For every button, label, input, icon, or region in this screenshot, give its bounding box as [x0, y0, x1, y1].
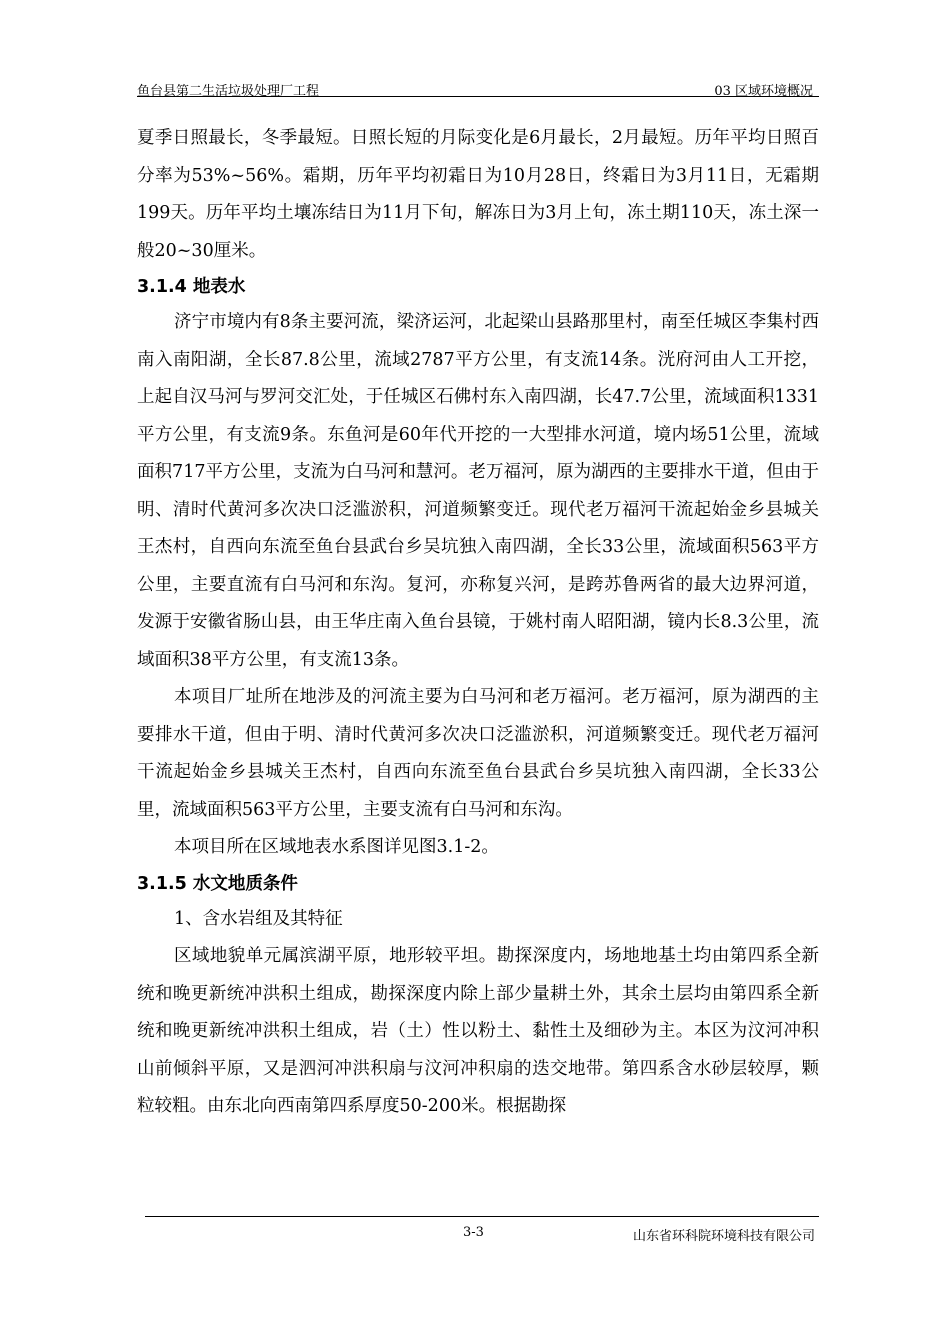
page-number: 3-3: [463, 1225, 484, 1240]
footer-company: 山东省环科院环境科技有限公司: [632, 1229, 815, 1244]
page-body: [137, 120, 819, 1126]
header-chapter-title: 03 区域环境概况: [714, 84, 813, 99]
paragraph-landform: 区域地貌单元属滨湖平原，地形较平坦。勘探深度内，场地地基土均由第四系全新统和晚更新统冲洪积土组成，勘探深度内除上部少量耕土外，其余土层均由第四系全新统和晚更新统冲洪积土组成，岩（土）性以粉土、黏性土及细砂为主。本区为汶河冲积山前倾斜平原，又是泗河冲洪积扇与汶河冲积扇的迭交地带。第四系含水砂层较厚，颗粒较粗。由东北向西南第四系厚度50-200米。根据勘探: [137, 946, 819, 1116]
page-header: [137, 78, 819, 97]
page-footer: [145, 1216, 819, 1244]
paragraph-figure-reference: 本项目所在区域地表水系图详见图3.1-2。: [174, 837, 499, 857]
section-heading-surface-water: 3.1.4 地表水: [137, 277, 246, 297]
header-project-title: 鱼台县第二生活垃圾处理厂工程: [137, 84, 320, 99]
section-heading-hydrogeology: 3.1.5 水文地质条件: [137, 873, 298, 894]
paragraph-sunshine-frost: 夏季日照最长，冬季最短。日照长短的月际变化是6月最长，2月最短。历年平均日照百分率为53%~56%。霜期，历年平均初霜日为10月28日，终霜日为3月11日，无霜期199天。历年平均土壤冻结日为11月下旬，解冻日为3月上旬，冻土期110天，冻土深一般20~30厘米。: [137, 128, 819, 261]
paragraph-aquifer-heading: 1、含水岩组及其特征: [174, 908, 343, 929]
paragraph-rivers: 济宁市境内有8条主要河流，梁济运河，北起梁山县路那里村，南至任城区李集村西南入南阳湖，全长87.8公里，流域2787平方公里，有支流14条。洸府河由人工开挖，上起自汉马河与罗河交汇处，于任城区石佛村东入南四湖，长47.7公里，流域面积1331平方公里，有支流9条。东鱼河是60年代开挖的一大型排水河道，境内场51公里，流域面积717平方公里，支流为白马河和慧河。老万福河，原为湖西的主要排水干道，但由于明、清时代黄河多次决口泛滥淤积，河道频繁变迁。现代老万福河干流起始金乡县城关王杰村，自西向东流至鱼台县武台乡吴坑独入南四湖，全长33公里，流域面积563平方公里，主要直流有白马河和东沟。复河，亦称复兴河，是跨苏鲁两省的最大边界河道，发源于安徽省肠山县，由王华庄南入鱼台县镜，于姚村南人昭阳湖，镜内长8.3公里，流域面积38平方公里，有支流13条。: [137, 312, 819, 670]
paragraph-project-rivers: 本项目厂址所在地涉及的河流主要为白马河和老万福河。老万福河，原为湖西的主要排水干道，但由于明、清时代黄河多次决口泛滥淤积，河道频繁变迁。现代老万福河干流起始金乡县城关王杰村，自西向东流至鱼台县武台乡吴坑独入南四湖，全长33公里，流域面积563平方公里，主要支流有白马河和东沟。: [137, 687, 819, 820]
